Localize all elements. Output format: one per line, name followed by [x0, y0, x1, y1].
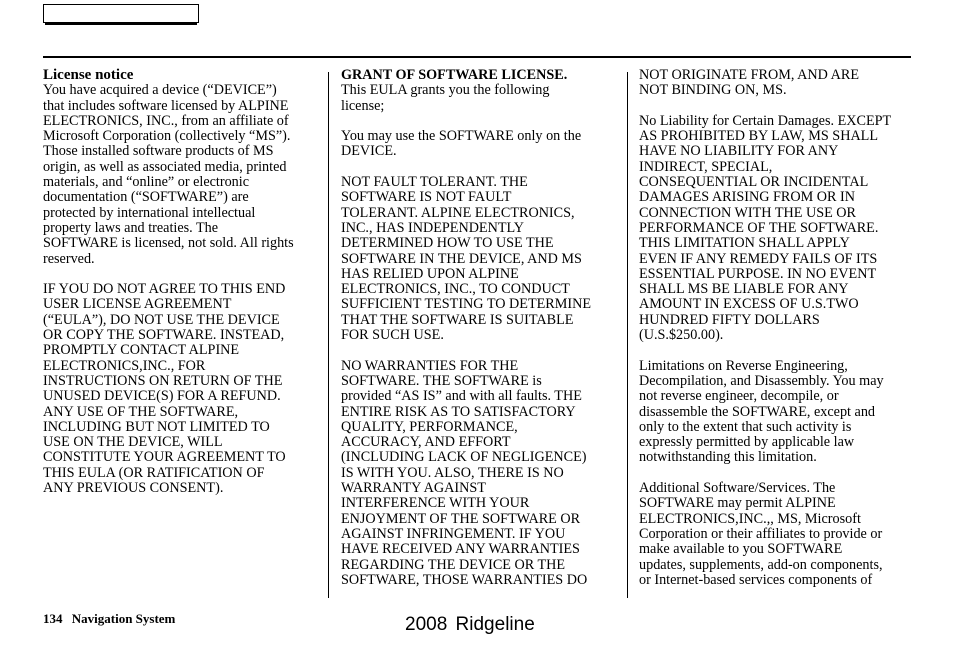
no-warranties-paragraph: NO WARRANTIES FOR THE SOFTWARE. THE SOFTWARE is provided “AS IS” and with all faults. THE ENTIRE RISK AS TO SATISFACTORY QUALITY, PERFORMANCE, ACCURACY, AND EFFORT (INCLUDING LACK OF NEGLIGENCE) IS WITH YOU. ALSO, THERE IS NO WARRANTY AGAINST INTERFERENCE WITH YOUR ENJOYMENT OF THE SOFTWARE OR AGAINST INFRINGEMENT. IF YOU HAVE RECEIVED ANY WARRANTIES REGARDING THE DEVICE OR THE SOFTWARE, THOSE WARRANTIES DO — [341, 357, 588, 588]
header-tab-box — [43, 4, 199, 23]
warranty-continuation-paragraph: NOT ORIGINATE FROM, AND ARE NOT BINDING ON, MS. — [639, 67, 860, 99]
grant-heading: GRANT OF SOFTWARE LICENSE. — [341, 67, 568, 83]
footer-section-name: Navigation System — [71, 611, 176, 626]
column-3 — [639, 68, 914, 588]
column-divider-2 — [627, 72, 628, 598]
no-liability-paragraph: No Liability for Certain Damages. EXCEPT AS PROHIBITED BY LAW, MS SHALL HAVE NO LIABILITY FOR ANY INDIRECT, SPECIAL, CONSEQUENTIAL OR INCIDENTAL DAMAGES ARISING FROM OR IN CONNECTION WITH THE USE OR PERFORMANCE OF THE SOFTWARE. THIS LIMITATION SHALL APPLY EVEN IF ANY REMEDY FAILS OF ITS ESSENTIAL PURPOSE. IN NO EVENT SHALL MS BE LIABLE FOR ANY AMOUNT IN EXCESS OF U.S.TWO HUNDRED FIFTY DOLLARS (U.S.$250.00). — [639, 112, 892, 344]
section-title: License notice — [43, 67, 134, 83]
device-use-paragraph: You may use the SOFTWARE only on the DEVICE. — [341, 128, 582, 160]
reverse-engineering-paragraph: Limitations on Reverse Engineering, Decompilation, and Disassembly. You may not reverse engineer, decompile, or disassemble the SOFTWARE, except and only to the extent that such activity is expressly permitted by applicable law notwithstanding this limitation. — [639, 357, 884, 466]
column-1 — [43, 68, 315, 496]
grant-paragraph: This EULA grants you the following license; — [341, 82, 550, 114]
footer-page-info — [43, 611, 175, 627]
license-intro-paragraph: You have acquired a device (“DEVICE”) that includes software licensed by ALPINE ELECTRONICS, INC., from an affiliate of Microsoft Corporation (collectively “MS”). Those installed software products of MS origin, as well as associated media, printed materials, and “online” or electronic documentation (“SOFTWARE”) are protected by international intellectual property laws and treaties. The SOFTWARE is licensed, not sold. All rights reserved. — [43, 82, 294, 267]
header-rule — [43, 56, 911, 58]
not-fault-tolerant-paragraph: NOT FAULT TOLERANT. THE SOFTWARE IS NOT FAULT TOLERANT. ALPINE ELECTRONICS, INC., HAS INDEPENDENTLY DETERMINED HOW TO USE THE SOFTWARE IN THE DEVICE, AND MS HAS RELIED UPON ALPINE ELECTRONICS, INC., TO CONDUCT SUFFICIENT TESTING TO DETERMINE THAT THE SOFTWARE IS SUITABLE FOR SUCH USE. — [341, 174, 591, 344]
column-divider-1 — [328, 72, 329, 598]
footer-model: 2008 Ridgeline — [405, 614, 535, 635]
page-number: 134 — [43, 611, 63, 626]
additional-services-paragraph: Additional Software/Services. The SOFTWARE may permit ALPINE ELECTRONICS,INC.,, MS, Microsoft Corporation or their affiliates to provide or make available to you SOFTWARE updates, supplements, add-on components, or Internet-based services components of — [639, 480, 883, 588]
column-2 — [341, 68, 616, 588]
disagree-paragraph: IF YOU DO NOT AGREE TO THIS END USER LICENSE AGREEMENT (“EULA”), DO NOT USE THE DEVICE OR COPY THE SOFTWARE. INSTEAD, PROMPTLY CONTACT ALPINE ELECTRONICS,INC., FOR INSTRUCTIONS ON RETURN OF THE UNUSED DEVICE(S) FOR A REFUND. ANY USE OF THE SOFTWARE, INCLUDING BUT NOT LIMITED TO USE ON THE DEVICE, WILL CONSTITUTE YOUR AGREEMENT TO THIS EULA (OR RATIFICATION OF ANY PREVIOUS CONSENT). — [43, 281, 286, 497]
